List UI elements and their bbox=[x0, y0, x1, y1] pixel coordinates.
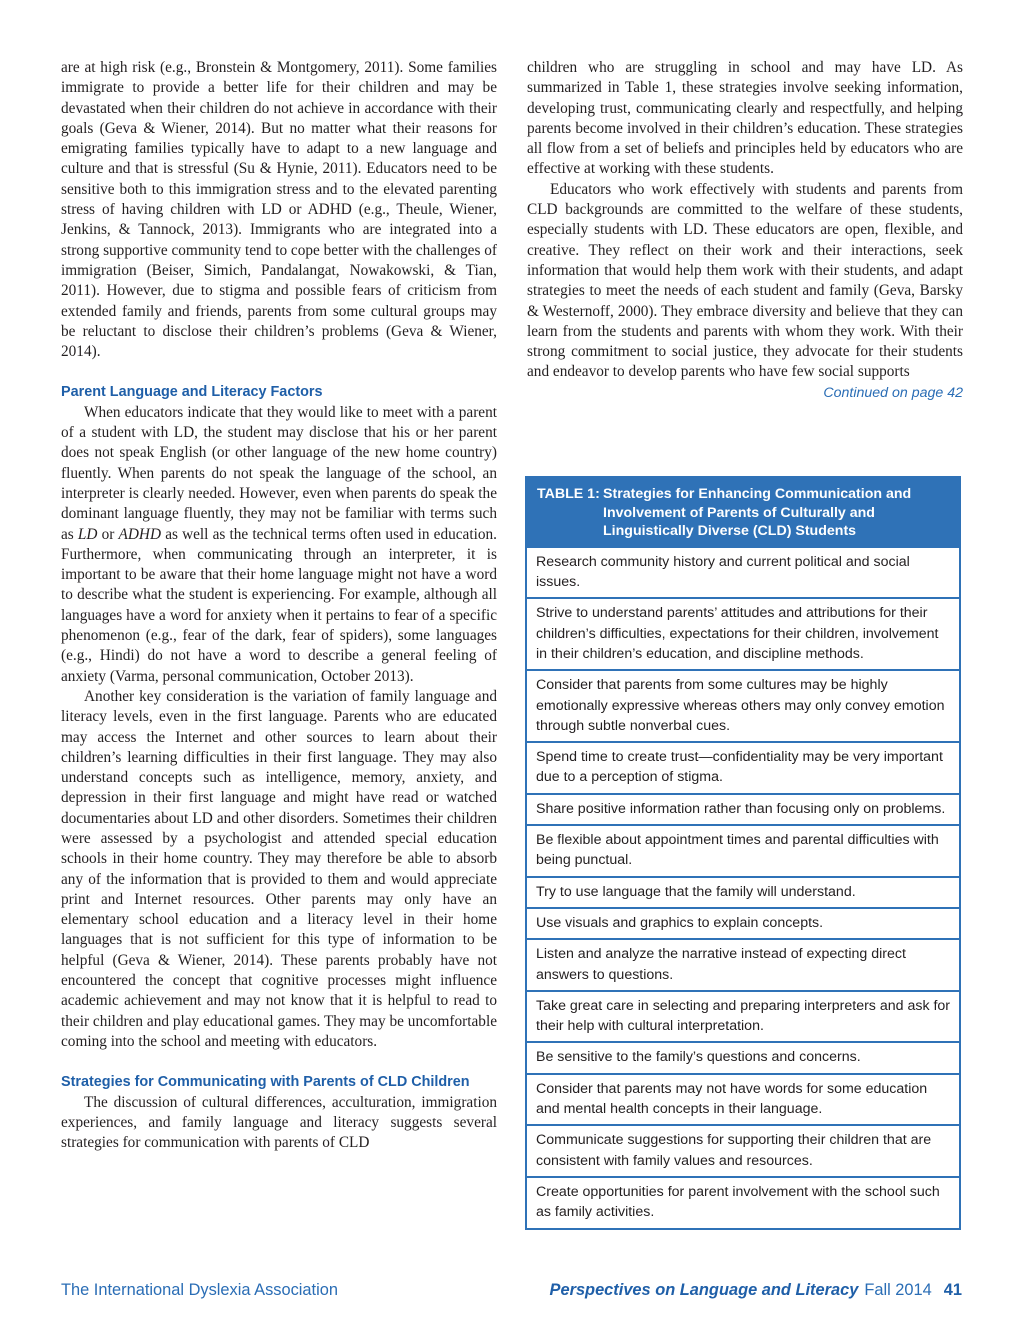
right-paragraph-1: children who are struggling in school and may have LD. As summarized in Table 1, these strategies involve seeking information, developing trust, communicating clearly and respectfully, and helping parents become involved in their children’s education. These strategies all flow from a set of beliefs and principles held by educators who are effective at working with these students. bbox=[527, 59, 963, 178]
table-row: Be sensitive to the family’s questions and concerns. bbox=[527, 1041, 959, 1072]
table-row: Research community history and current political and social issues. bbox=[536, 553, 910, 591]
table-header bbox=[527, 478, 959, 548]
left-paragraph-2 bbox=[61, 403, 497, 687]
left-paragraph-3: Another key consideration is the variation of family language and literacy levels, even in the first language. Parents who are educated may access the Internet and other sources to learn about their children’s learning difficulties in their first language. They may also understand concepts such as intelligence, memory, anxiety, and depression in their first language and might have read or watched documentaries about LD and other disorders. Sometimes their children were assessed by a psychologist and attended special education schools in their home country. They may therefore be able to absorb any of the information that is provided to them and would appreciate print and Internet resources. Other parents may only have an elementary school education and a literacy level in their home languages that is not sufficient for this type of information to be helpful (Geva & Wiener, 2014). These parents probably have not encountered the concept that cognitive processes might influence academic achievement and may not know that it is helpful to read to their children and play educational games. They may be uncomfortable coming into the school and meeting with educators. bbox=[61, 687, 497, 1050]
page-number: 41 bbox=[943, 1281, 962, 1299]
footer-journal-title: Perspectives on Language and Literacy bbox=[549, 1281, 859, 1299]
term-ld: LD bbox=[77, 525, 98, 543]
table-row: Spend time to create trust—confidentiality may be very important due to a perception of stigma. bbox=[527, 741, 959, 793]
table-row: Take great care in selecting and preparing interpreters and ask for their help with cultural interpretation. bbox=[527, 990, 959, 1042]
strategies-table bbox=[525, 476, 961, 1230]
left-column bbox=[61, 58, 497, 1153]
right-column bbox=[527, 58, 963, 403]
table-row: Be flexible about appointment times and parental difficulties with being punctual. bbox=[527, 824, 959, 876]
table-row: Strive to understand parents’ attitudes and attributions for their children’s difficulties, expectations for their children, involvement in their children’s education, and discipline methods. bbox=[527, 597, 959, 669]
left-paragraph-4: The discussion of cultural differences, acculturation, immigration experiences, and family language and literacy suggests several strategies for communication with parents of CLD bbox=[61, 1093, 497, 1152]
table-row: Consider that parents may not have words for some education and mental health concepts in their language. bbox=[527, 1073, 959, 1125]
table-row: Communicate suggestions for supporting their children that are consistent with family values and resources. bbox=[527, 1124, 959, 1176]
footer-issue: Fall 2014 bbox=[864, 1281, 932, 1299]
left-paragraph-2-part-a: When educators indicate that they would like to meet with a parent of a student with LD, the student may disclose that his or her parent does not speak English (or other language of the new home country) fluently. When parents do not speak the language of the school, an interpreter is clearly needed. However, even when parents do speak the dominant language fluently, they may not be familiar with terms such as bbox=[61, 403, 497, 543]
continued-on-page-link[interactable]: Continued on page 42 bbox=[823, 384, 963, 401]
section-heading-parent-language: Parent Language and Literacy Factors bbox=[61, 384, 323, 401]
table-row: Consider that parents from some cultures may be highly emotionally expressive whereas others may only convey emotion through subtle nonverbal cues. bbox=[527, 669, 959, 741]
table-label: TABLE 1: bbox=[537, 486, 600, 502]
section-heading-strategies: Strategies for Communicating with Parents of CLD Children bbox=[61, 1074, 470, 1091]
left-paragraph-2-part-c: as well as the technical terms often used in education. Furthermore, when communicating through an interpreter, it is important to be aware that their home language might not have a word to describe what the student is experiencing. For example, although all languages have a word for anxiety when it pertains to fear of a specific phenomenon (e.g., fear of the dark, fear of spiders), some languages (e.g., Hindi) do not have a word to describe a general feeling of anxiety (Varma, personal communication, October 2013). bbox=[61, 525, 497, 685]
footer-publication bbox=[550, 1279, 962, 1301]
table-rows bbox=[527, 548, 959, 1228]
table-title: Strategies for Enhancing Communication and Involvement of Parents of Culturally and Linguistically Diverse (CLD) Students bbox=[603, 486, 912, 540]
right-paragraph-2: Educators who work effectively with students and parents from CLD backgrounds are committed to the welfare of these students, especially students with LD. These educators are open, flexible, and creative. They reflect on their work and their interactions, seek information that would help them work with their students, and adapt strategies to meet the needs of each student and family (Geva, Barsky & Westernoff, 2000). They embrace diversity and believe that they can learn from the students and parents with whom they work. With their strong commitment to social justice, they advocate for their students and endeavor to develop parents who have few social supports bbox=[527, 180, 963, 381]
footer-organization: The International Dyslexia Association bbox=[61, 1281, 338, 1299]
table-row: Listen and analyze the narrative instead of expecting direct answers to questions. bbox=[527, 938, 959, 990]
table-row: Create opportunities for parent involvement with the school such as family activities. bbox=[527, 1176, 959, 1228]
left-paragraph-1: are at high risk (e.g., Bronstein & Montgomery, 2011). Some families immigrate to provide a better life for their children and may be devastated when their children do not achieve in accordance with their goals (Geva & Wiener, 2014). But no matter what their reasons for emigrating families typically have to adapt to a new language and culture and that is stressful (Su & Hynie, 2011). Educators need to be sensitive both to this immigration stress and to the elevated parenting stress of having children with LD or ADHD (e.g., Theule, Wiener, Jenkins, & Tannock, 2013). Immigrants who are integrated into a strong supportive community tend to cope better with the challenges of immigration (Beiser, Simich, Pandalangat, Nowakowski, & Tian, 2011). However, due to stigma and possible fears of criticism from extended family and friends, parents from some cultural groups may be reluctant to disclose their children’s problems (Geva & Wiener, 2014). bbox=[61, 59, 497, 361]
table-row: Try to use language that the family will understand. bbox=[527, 876, 959, 907]
table-row: Share positive information rather than focusing only on problems. bbox=[527, 793, 959, 824]
table-row: Use visuals and graphics to explain concepts. bbox=[527, 907, 959, 938]
left-paragraph-2-part-b: or bbox=[97, 525, 119, 543]
term-adhd: ADHD bbox=[118, 525, 162, 543]
